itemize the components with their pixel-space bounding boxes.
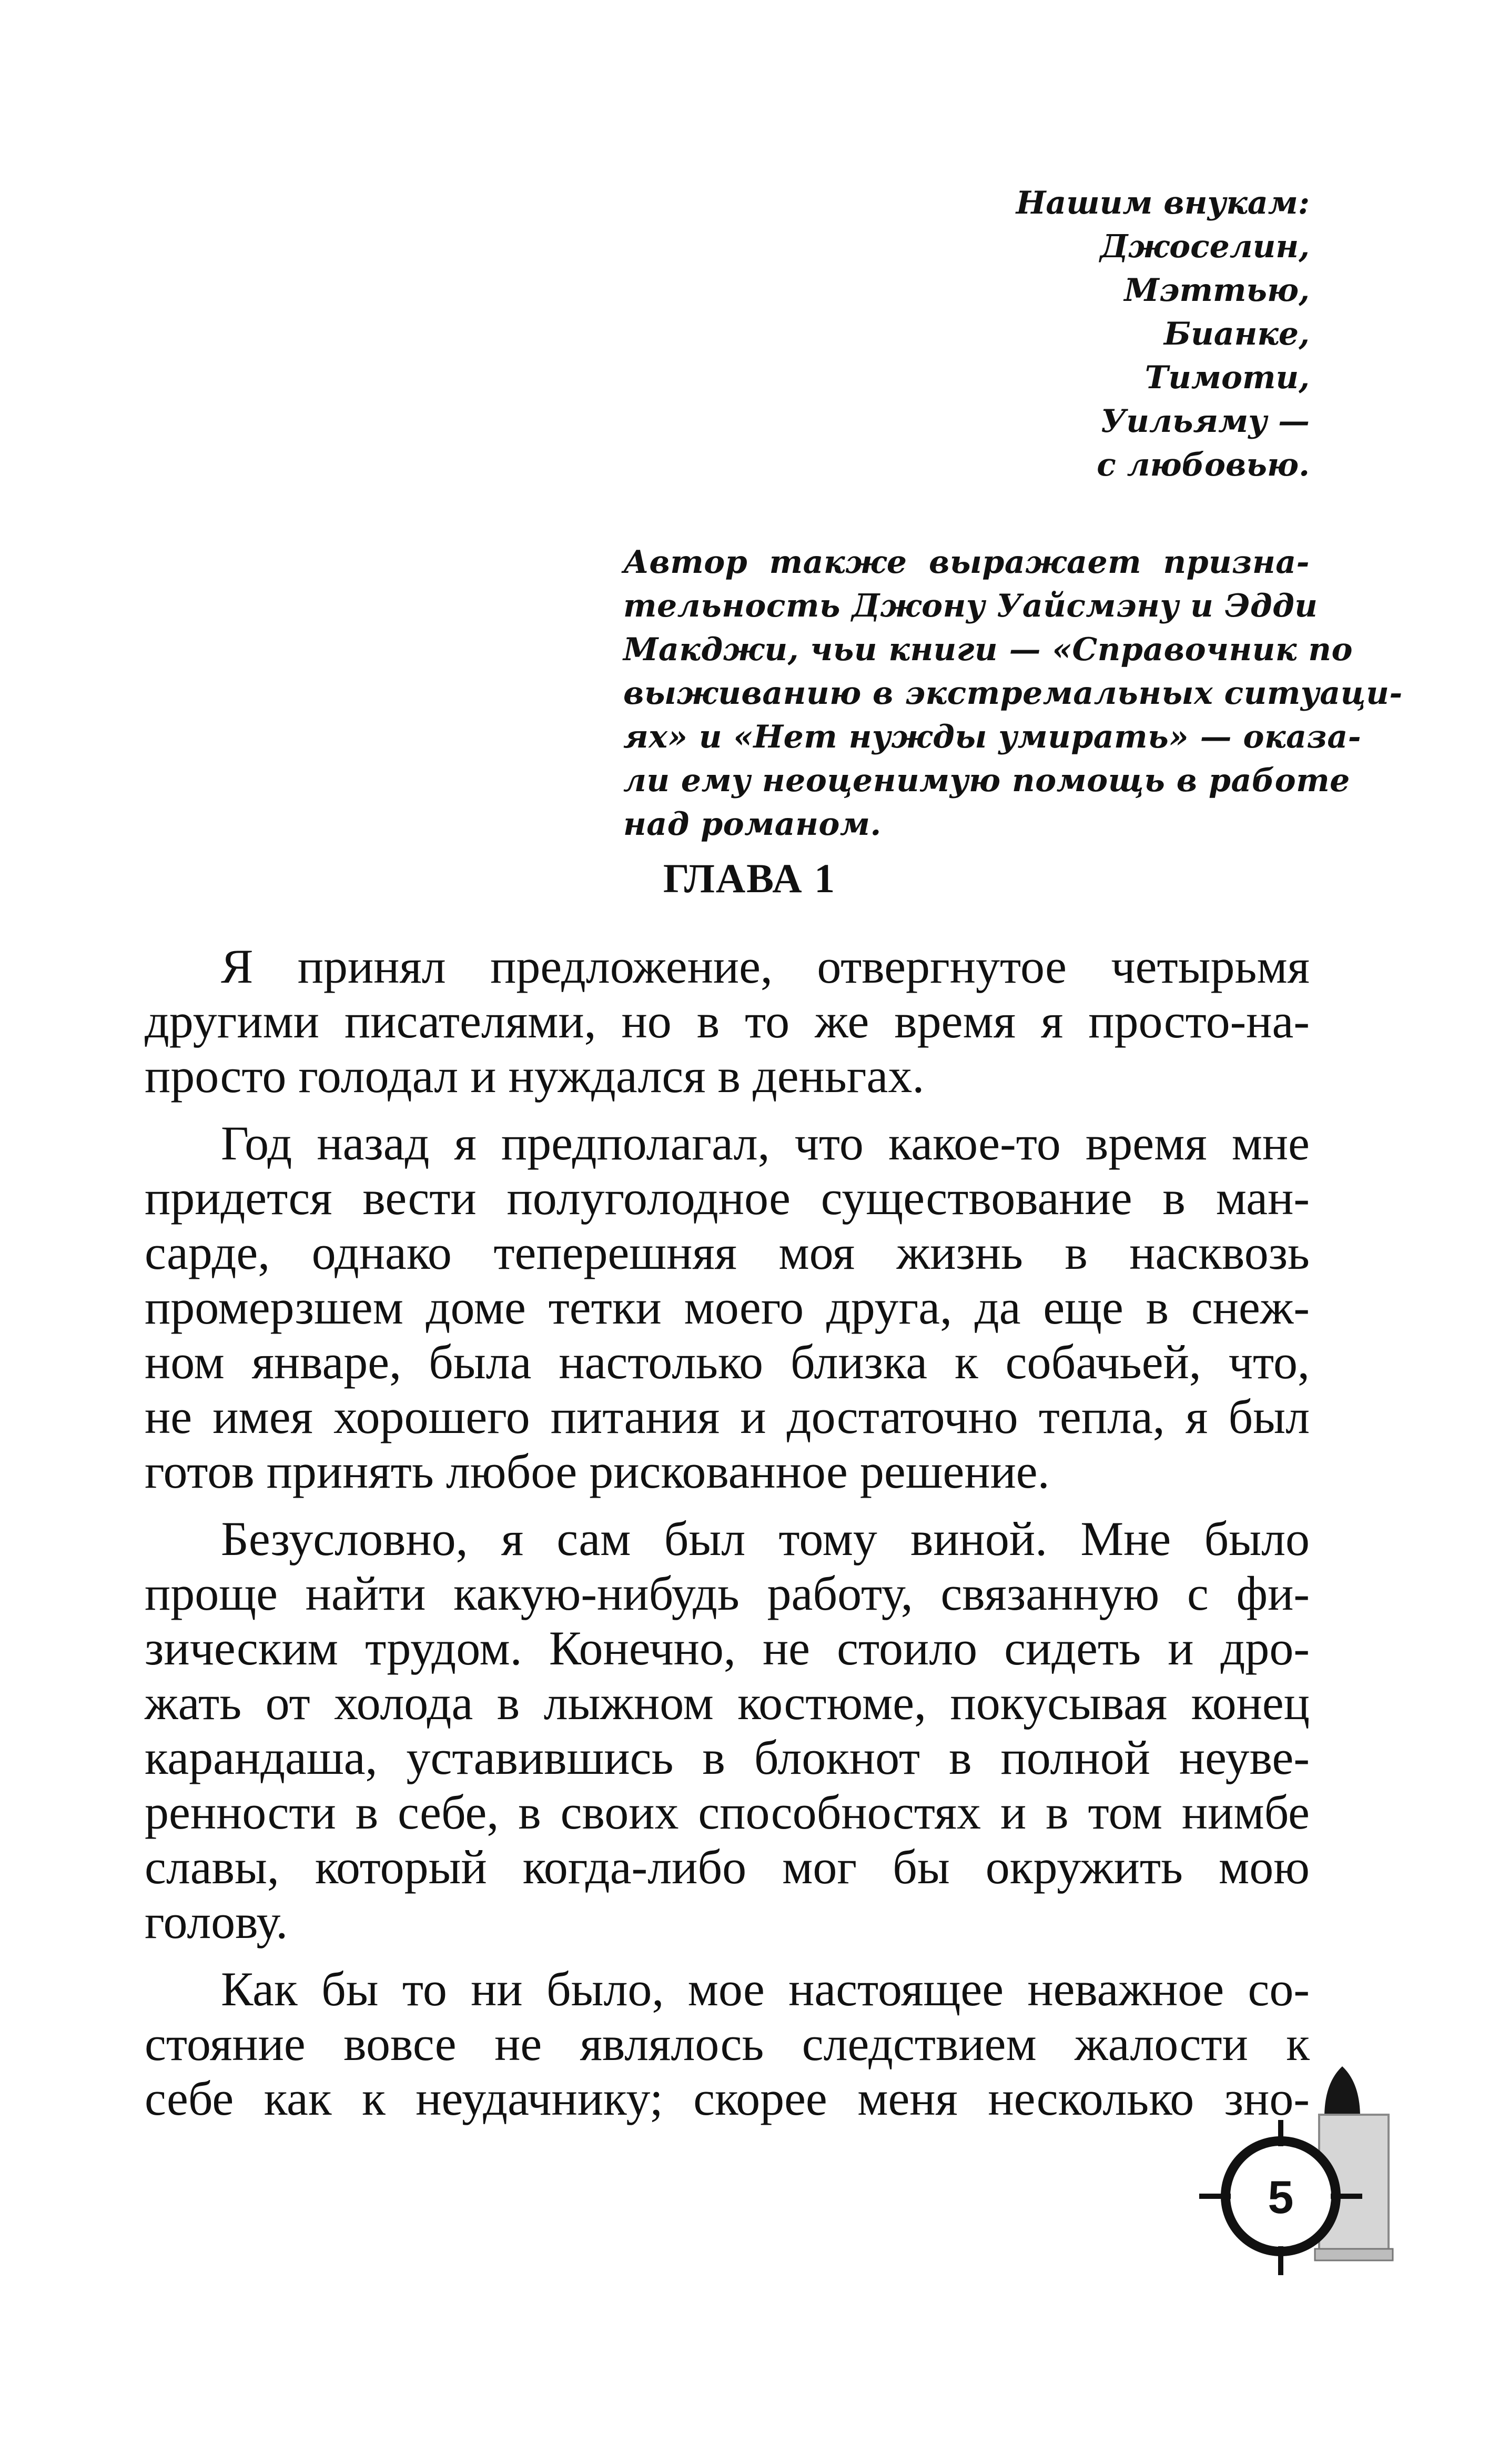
acknowledgment-line: ли ему неоценимую помощь в работе: [623, 762, 1350, 799]
text-line: Безусловно, я сам был тому виной. Мне было: [221, 1512, 1310, 1566]
page-number-emblem: [1189, 2062, 1399, 2283]
crosshair-bullet-icon: [1199, 2066, 1393, 2275]
text-line: Я принял предложение, отвергнутое четырьмя: [221, 940, 1310, 993]
text-line: другими писателями, но в то же время я просто-на-: [145, 994, 1310, 1048]
text-line: сарде, однако теперешняя моя жизнь в насквозь: [145, 1226, 1310, 1279]
dedication-line: Тимоти,: [1144, 359, 1310, 396]
acknowledgment-line: Макджи, чьи книги — «Справочник по: [623, 631, 1353, 668]
text-line: ном январе, была настолько близка к собачьей, что,: [145, 1335, 1310, 1389]
acknowledgment-line: Автор также выражает призна-: [623, 544, 1310, 581]
dedication: [1016, 181, 1310, 487]
text-line: Как бы то ни было, мое настоящее неважное со-: [221, 1962, 1310, 2016]
text-line: зическим трудом. Конечно, не стоило сидеть и дро-: [145, 1621, 1310, 1675]
dedication-line: Бианке,: [1163, 316, 1310, 352]
text-line: жать от холода в лыжном костюме, покусывая конец: [145, 1676, 1310, 1730]
text-line: карандаша, уставившись в блокнот в полной неуве-: [145, 1731, 1310, 1784]
dedication-line: Джоселин,: [1100, 228, 1310, 265]
acknowledgment-line: тельность Джону Уайсмэну и Эдди: [623, 588, 1318, 624]
text-line: не имея хорошего питания и достаточно тепла, я был: [145, 1390, 1310, 1443]
text-line: проще найти какую-нибудь работу, связанную с фи-: [145, 1567, 1310, 1620]
text-line: себе как к неудачнику; скорее меня несколько зно-: [145, 2072, 1310, 2125]
paragraph: [145, 1116, 1310, 1499]
dedication-line: с любовью.: [1097, 447, 1310, 483]
acknowledgment-line: ях» и «Нет нужды умирать» — оказа-: [623, 719, 1362, 755]
chapter-body: [145, 939, 1310, 2138]
page-number: 5: [1268, 2171, 1294, 2223]
text-line: ренности в себе, в своих способностях и в том нимбе: [145, 1785, 1310, 1839]
text-line: стояние вовсе не являлось следствием жалости к: [145, 2017, 1310, 2071]
paragraph: [145, 1511, 1310, 1949]
chapter-title: ГЛАВА 1: [663, 855, 836, 901]
dedication-line: Мэттью,: [1124, 272, 1310, 309]
text-line: придется вести полуголодное существование в ман-: [145, 1171, 1310, 1225]
acknowledgment-line: над романом.: [623, 806, 882, 843]
text-line: Год назад я предполагал, что какое-то время мне: [221, 1116, 1310, 1170]
paragraph: [145, 939, 1310, 1103]
text-line: готов принять любое рискованное решение.: [145, 1445, 1050, 1498]
bullet-rim: [1315, 2249, 1393, 2260]
text-line: голову.: [145, 1895, 288, 1948]
acknowledgment: [623, 541, 1403, 846]
text-line: промерзшем доме тетки моего друга, да еще в снеж-: [145, 1280, 1310, 1334]
paragraph: [145, 1962, 1310, 2126]
acknowledgment-line: выживанию в экстремальных ситуаци-: [623, 675, 1403, 712]
text-line: просто голодал и нуждался в деньгах.: [145, 1049, 925, 1103]
dedication-line: Уильяму —: [1100, 403, 1310, 440]
dedication-line: Нашим внукам:: [1016, 185, 1310, 221]
text-line: славы, который когда-либо мог бы окружить мою: [145, 1840, 1310, 1894]
